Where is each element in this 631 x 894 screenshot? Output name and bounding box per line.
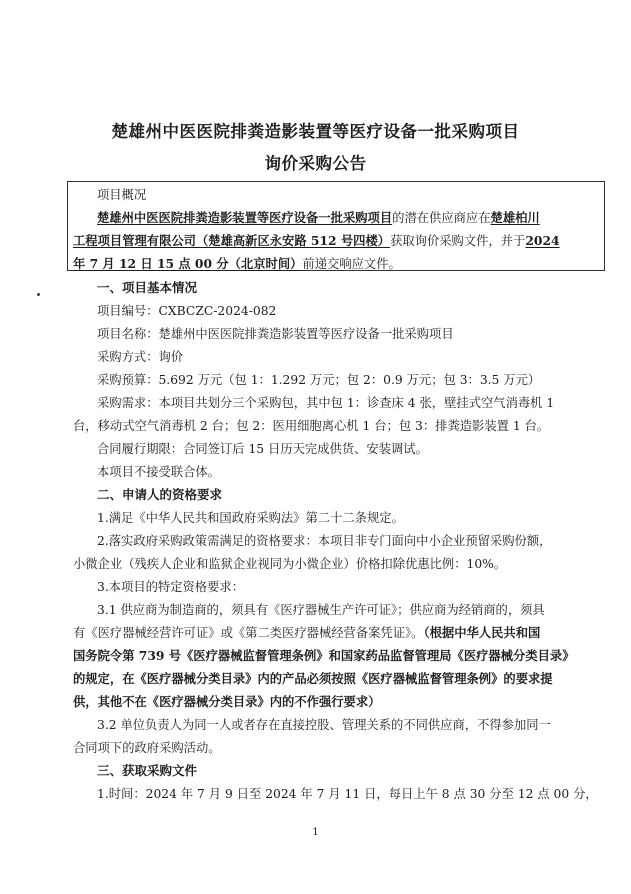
overview-text: 获取询价采购文件，并于 <box>390 234 526 248</box>
overview-heading: 项目概况 <box>97 188 147 202</box>
overview-text: 的潜在供应商应在 <box>392 211 491 225</box>
document-subtitle: 询价采购公告 <box>264 154 367 173</box>
requirement-3-1-text: 有《医疗器械经营许可证》或《第二类医疗器械经营备案凭证》。 <box>73 626 424 640</box>
section2-heading: 二、申请人的资格要求 <box>97 487 223 502</box>
requirement-3-1-bold: （根据中华人民共和国 <box>423 625 541 640</box>
overview-deadline-year: 2024 <box>525 233 560 248</box>
requirement-3-1-line3: 国务院令第 739 号《医疗器械监督管理条例》和国家药品监督管理局《医疗器械分类目录》 <box>73 648 575 663</box>
requirement-3-2-line1: 3.2 单位负责人为同一人或者存在直接控股、管理关系的不同供应商，不得参加同一 <box>97 718 551 732</box>
procurement-demand-line1: 采购需求：本项目共划分三个采购包，其中包 1：诊查床 4 张，壁挂式空气消毒机 1 <box>97 396 555 410</box>
scan-speck <box>37 293 40 296</box>
document-acquisition-time: 1.时间：2024 年 7 月 9 日至 2024 年 7 月 11 日，每日上午 8 点 30 分至 12 点 00 分， <box>97 787 598 801</box>
requirement-2-line1: 2.落实政府采购政策需满足的资格要求：本项目非专门面向中小企业预留采购份额， <box>97 534 552 548</box>
section1-heading: 一、项目基本情况 <box>97 280 198 295</box>
contract-period: 合同履行期限：合同签订后 15 日历天完成供货、安装调试。 <box>97 442 428 456</box>
requirement-3-1-line5: 供，其他不在《医疗器械分类目录》内的不作强行要求） <box>73 694 381 709</box>
overview-agency-part1: 楚雄柏川 <box>490 210 540 225</box>
requirement-2-line2: 小微企业（残疾人企业和监狱企业视同为小微企业）价格扣除优惠比例：10%。 <box>73 557 507 571</box>
requirement-3-2-line2: 合同项下的政府采购活动。 <box>73 741 221 755</box>
project-number: 项目编号：CXBCZC-2024-082 <box>97 304 277 318</box>
project-name: 项目名称：楚雄州中医医院排粪造影装置等医疗设备一批采购项目 <box>97 327 454 341</box>
overview-text: 前递交响应文件。 <box>302 257 401 271</box>
overview-deadline: 年 7 月 12 日 15 点 00 分（北京时间） <box>73 256 303 271</box>
section3-heading: 三、获取采购文件 <box>97 763 198 778</box>
overview-project-name: 楚雄州中医医院排粪造影装置等医疗设备一批采购项目 <box>97 210 393 225</box>
requirement-1: 1.满足《中华人民共和国政府采购法》第二十二条规定。 <box>97 511 404 525</box>
document-title: 楚雄州中医医院排粪造影装置等医疗设备一批采购项目 <box>111 122 520 141</box>
requirement-3: 3.本项目的特定资格要求： <box>97 580 244 594</box>
procurement-method: 采购方式：询价 <box>97 350 184 364</box>
overview-line-2 <box>73 233 560 249</box>
overview-line-1 <box>97 210 540 226</box>
procurement-demand-line2: 台，移动式空气消毒机 2 台；包 2：医用细胞离心机 1 台；包 3：排粪造影装置 1 台。 <box>73 419 550 433</box>
overview-line-3 <box>73 256 401 272</box>
overview-agency-part2: 工程项目管理有限公司（楚雄高新区永安路 512 号四楼） <box>73 233 391 248</box>
requirement-3-1-line1: 3.1 供应商为制造商的，须具有《医疗器械生产许可证》；供应商为经销商的，须具 <box>97 603 545 617</box>
requirement-3-1-line4: 的规定，在《医疗器械分类目录》内的产品必须按照《医疗器械监督管理条例》的要求提 <box>73 671 553 686</box>
consortium-note: 本项目不接受联合体。 <box>97 465 220 479</box>
procurement-budget: 采购预算：5.692 万元（包 1：1.292 万元；包 2：0.9 万元；包 3：3.5 万元） <box>97 373 541 387</box>
requirement-3-1-line2 <box>73 625 540 641</box>
page-number: 1 <box>312 827 319 838</box>
